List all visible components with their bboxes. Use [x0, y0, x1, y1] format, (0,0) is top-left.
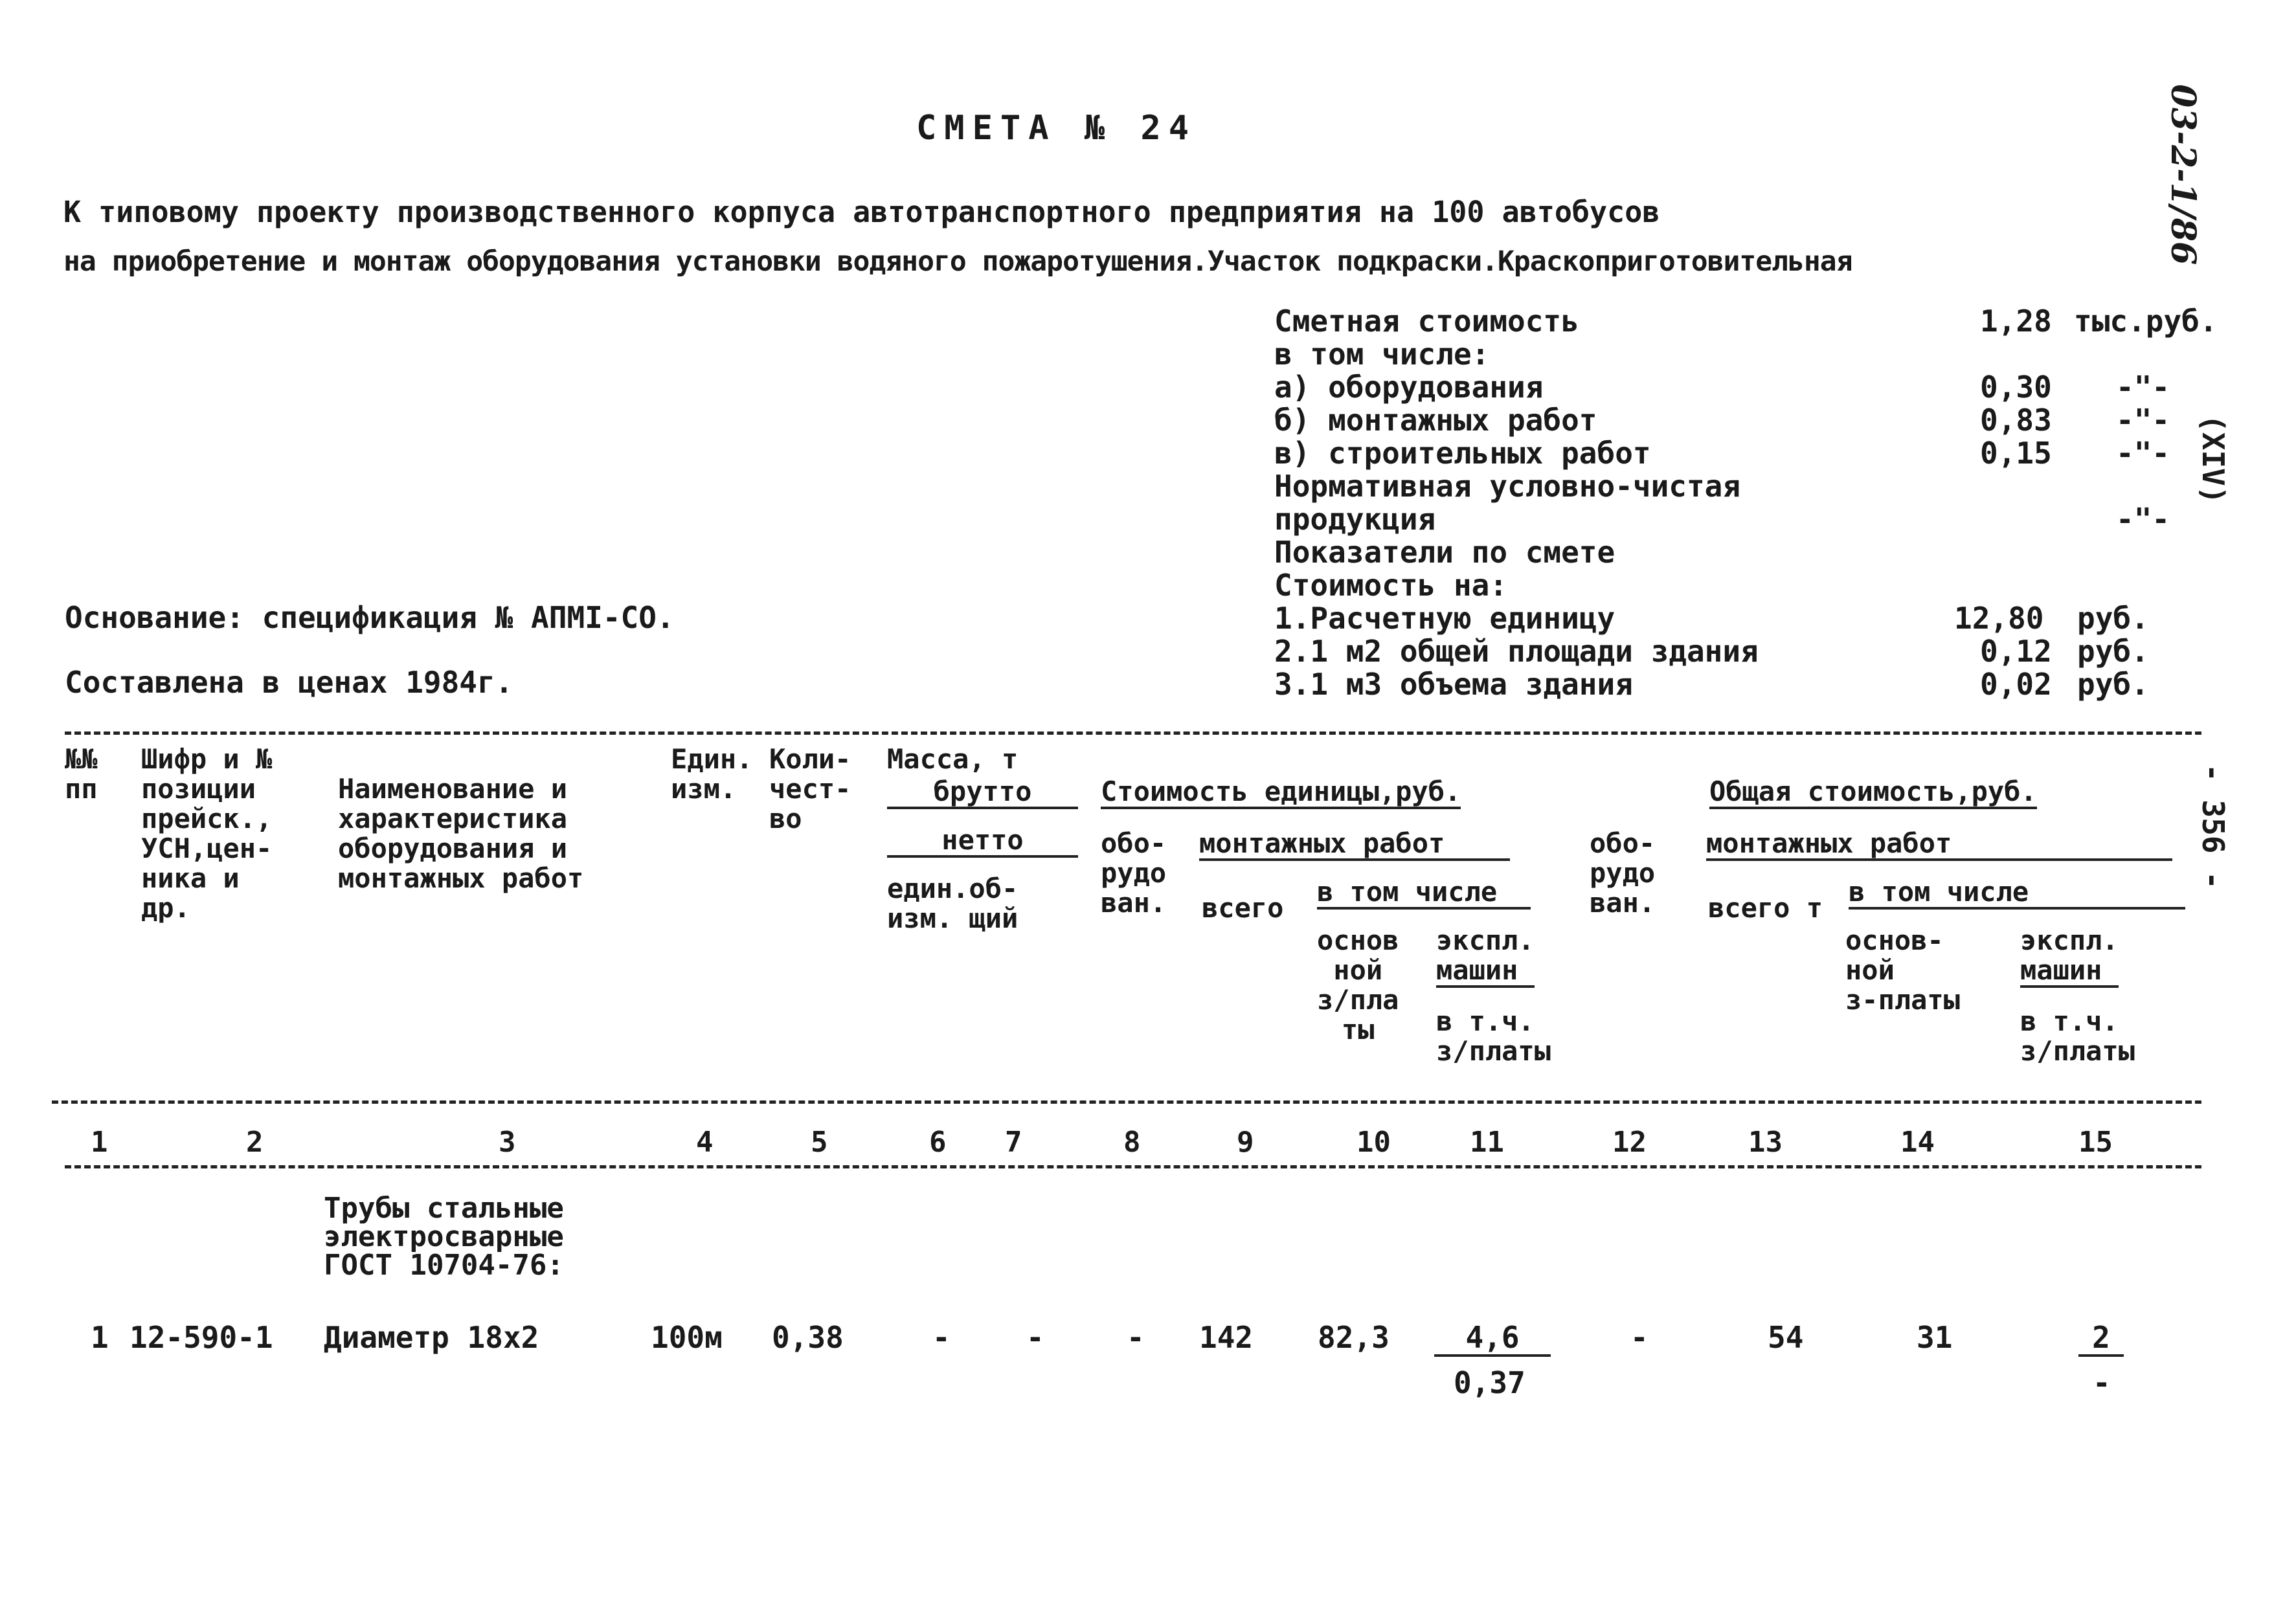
summary-row	[1274, 568, 2220, 601]
section-heading: Трубы стальные электросварные ГОСТ 10704-76:	[324, 1192, 564, 1282]
column-numbers-rule	[65, 1165, 2201, 1168]
summary-block	[1274, 304, 2220, 700]
column-number: 4	[696, 1126, 714, 1159]
header-expl-a: экспл. машин	[1436, 926, 1535, 988]
header-base-b: основ- ной з-платы	[1845, 924, 1961, 1016]
header-mount-a: монтажных работ	[1199, 829, 1510, 861]
header-expl-b-sub: в т.ч. з/платы	[2020, 1005, 2135, 1067]
header-bottom-rule	[52, 1100, 2201, 1104]
row-c11-bottom: 0,37	[1454, 1365, 1525, 1400]
row-c14: 31	[1917, 1320, 1953, 1355]
summary-label: а) оборудования	[1274, 370, 1544, 405]
summary-row	[1274, 535, 2220, 568]
column-number: 7	[1005, 1126, 1022, 1159]
row-c8: -	[1127, 1320, 1145, 1355]
margin-code: 03-2-1/86	[2163, 84, 2203, 265]
header-incl-b: в том числе	[1849, 877, 2185, 910]
summary-row	[1274, 337, 2220, 370]
header-num: №№ пп	[65, 743, 98, 805]
column-number: 15	[2078, 1126, 2113, 1159]
row-c6: -	[932, 1320, 951, 1355]
column-number: 3	[499, 1126, 516, 1159]
document-title: СМЕТА № 24	[916, 109, 1197, 148]
header-mass-sub: един.об- изм. щий	[887, 873, 1019, 934]
header-equip-b: обо- рудо ван.	[1590, 827, 1656, 919]
summary-label: Сметная стоимость	[1274, 304, 1579, 339]
summary-label: 1.Расчетную единицу	[1274, 601, 1615, 636]
row-c10: 82,3	[1318, 1320, 1390, 1355]
summary-unit: -"-	[2116, 502, 2170, 537]
header-mount-b: монтажных работ	[1706, 829, 2172, 861]
prices-text: Составлена в ценах 1984г.	[65, 665, 513, 700]
column-number: 10	[1356, 1126, 1391, 1159]
column-number: 1	[91, 1126, 108, 1159]
basis-text: Основание: спецификация № АПМI-СО.	[65, 600, 675, 635]
margin-roman: (XIV)	[2196, 414, 2231, 504]
header-total-b: всего т	[1708, 892, 1823, 924]
summary-row	[1274, 634, 2220, 667]
header-code: Шифр и № позиции прейск., УСН,цен- ника и др.	[141, 743, 273, 924]
row-qty: 0,38	[772, 1320, 844, 1355]
summary-unit: -"-	[2116, 370, 2170, 405]
summary-row	[1274, 502, 2220, 535]
row-num: 1	[91, 1320, 109, 1355]
header-unit-cost: Стоимость единицы,руб.	[1101, 777, 1461, 809]
summary-unit: -"-	[2116, 436, 2170, 471]
row-c15-bottom: -	[2093, 1365, 2111, 1400]
row-c9: 142	[1199, 1320, 1254, 1355]
row-c15-top: 2	[2078, 1321, 2124, 1357]
column-number: 13	[1748, 1126, 1783, 1159]
header-brutto: брутто	[887, 777, 1078, 809]
summary-row	[1274, 436, 2220, 469]
column-number: 5	[811, 1126, 828, 1159]
column-number: 2	[246, 1126, 264, 1159]
row-unit: 100м	[651, 1320, 723, 1355]
row-code: 12-590-1	[129, 1320, 273, 1355]
header-incl-a: в том числе	[1317, 877, 1531, 910]
header-base-a: основ ной з/пла ты	[1317, 924, 1399, 1045]
summary-unit: руб.	[2077, 601, 2149, 636]
column-number: 12	[1612, 1126, 1647, 1159]
summary-row	[1274, 469, 2220, 502]
summary-label: Стоимость на:	[1274, 568, 1508, 603]
header-name: Наименование и характеристика оборудования и монтажных работ	[338, 773, 584, 894]
summary-unit: тыс.руб.	[2074, 304, 2218, 339]
column-number: 9	[1237, 1126, 1254, 1159]
summary-value: 0,15	[1980, 436, 2052, 471]
column-number: 8	[1123, 1126, 1141, 1159]
header-expl-a-sub: в т.ч. з/платы	[1436, 1005, 1551, 1067]
summary-label: 3.1 м3 объема здания	[1274, 667, 1633, 702]
page-number: - 356 -	[2196, 764, 2231, 889]
subtitle-line-1: К типовому проекту производственного корпуса автотранспортного предприятия на 100 автобусов	[63, 195, 1660, 229]
column-number: 6	[929, 1126, 947, 1159]
summary-row	[1274, 667, 2220, 700]
summary-row	[1274, 601, 2220, 634]
row-name: Диаметр 18х2	[324, 1320, 539, 1355]
summary-label: Нормативная условно-чистая	[1274, 469, 1741, 504]
column-number: 14	[1900, 1126, 1935, 1159]
summary-value: 0,12	[1980, 634, 2052, 669]
summary-label: б) монтажных работ	[1274, 403, 1597, 438]
summary-unit: руб.	[2077, 667, 2149, 702]
row-c13: 54	[1768, 1320, 1804, 1355]
header-total-cost: Общая стоимость,руб.	[1709, 777, 2037, 809]
summary-label: 2.1 м2 общей площади здания	[1274, 634, 1759, 669]
summary-value: 12,80	[1954, 601, 2044, 636]
subtitle-line-2: на приобретение и монтаж оборудования установки водяного пожаротушения.Участок подкраски.Краскоприготовительная	[63, 245, 1852, 278]
summary-unit: руб.	[2077, 634, 2149, 669]
summary-row	[1274, 304, 2220, 337]
row-c12: -	[1630, 1320, 1649, 1355]
header-total-a: всего	[1202, 892, 1284, 924]
summary-label: в том числе:	[1274, 337, 1490, 372]
header-expl-b: экспл. машин	[2020, 926, 2119, 988]
header-unit: Един. изм.	[671, 743, 753, 805]
summary-label: в) строительных работ	[1274, 436, 1651, 471]
row-c7: -	[1026, 1320, 1044, 1355]
header-equip-a: обо- рудо ван.	[1101, 827, 1167, 919]
header-netto: нетто	[887, 825, 1078, 858]
summary-value: 0,30	[1980, 370, 2052, 405]
summary-row	[1274, 403, 2220, 436]
header-mass: Масса, т	[887, 743, 1019, 775]
summary-value: 0,83	[1980, 403, 2052, 438]
table-top-rule	[65, 731, 2201, 735]
row-c11-top: 4,6	[1434, 1321, 1551, 1357]
summary-row	[1274, 370, 2220, 403]
summary-label: Показатели по смете	[1274, 535, 1615, 570]
column-number: 11	[1470, 1126, 1504, 1159]
summary-value: 0,02	[1980, 667, 2052, 702]
summary-label: продукция	[1274, 502, 1436, 537]
summary-value: 1,28	[1980, 304, 2052, 339]
header-qty: Коли- чест- во	[769, 743, 851, 834]
summary-unit: -"-	[2116, 403, 2170, 438]
